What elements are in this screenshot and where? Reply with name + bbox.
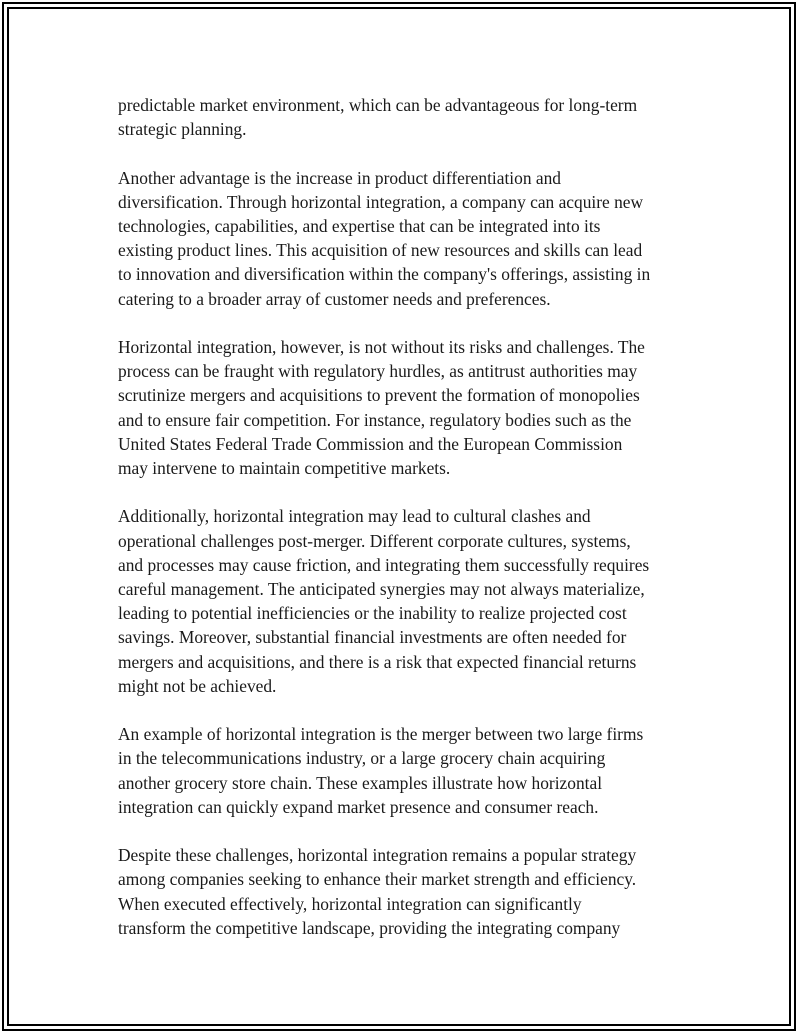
text-line: process can be fraught with regulatory hurdles, as antitrust authorities may (118, 361, 638, 382)
text-line: Additionally, horizontal integration may lead to cultural clashes and (118, 506, 591, 527)
text-line: catering to a broader array of customer needs and preferences. (118, 288, 551, 309)
paragraph-differentiation (118, 166, 698, 311)
text-line: might not be achieved. (118, 675, 277, 696)
text-line: transform the competitive landscape, providing the integrating company (118, 917, 621, 938)
text-line: leading to potential inefficiencies or the inability to realize projected cost (118, 603, 627, 624)
text-line: mergers and acquisitions, and there is a risk that expected financial returns (118, 651, 637, 672)
text-line: Despite these challenges, horizontal integration remains a popular strategy (118, 845, 637, 866)
text-line: When executed effectively, horizontal integration can significantly (118, 893, 582, 914)
text-line: in the telecommunications industry, or a large grocery chain acquiring (118, 748, 606, 769)
paragraph-example (118, 722, 698, 819)
text-line: United States Federal Trade Commission and the European Commission (118, 433, 623, 454)
text-line: and to ensure fair competition. For instance, regulatory bodies such as the (118, 409, 632, 430)
text-line: An example of horizontal integration is the merger between two large firms (118, 724, 644, 745)
text-line: may intervene to maintain competitive markets. (118, 458, 451, 479)
text-line: savings. Moreover, substantial financial investments are often needed for (118, 627, 627, 648)
text-line: strategic planning. (118, 119, 247, 140)
text-line: and processes may cause friction, and integrating them successfully requires (118, 554, 650, 575)
text-line: among companies seeking to enhance their market strength and efficiency. (118, 869, 637, 890)
text-line: operational challenges post-merger. Different corporate cultures, systems, (118, 530, 631, 551)
paragraph-risks (118, 335, 698, 480)
text-line: integration can quickly expand market presence and consumer reach. (118, 796, 599, 817)
text-line: careful management. The anticipated synergies may not always materialize, (118, 579, 645, 600)
text-line: another grocery store chain. These examples illustrate how horizontal (118, 772, 603, 793)
text-line: technologies, capabilities, and expertise that can be integrated into its (118, 216, 601, 236)
text-line: Horizontal integration, however, is not without its risks and challenges. The (118, 337, 645, 357)
text-line: to innovation and diversification within the company's offerings, assisting in (118, 264, 651, 285)
text-line: predictable market environment, which can be advantageous for long-term (118, 95, 638, 115)
paragraph-continuation (118, 93, 698, 141)
text-line: existing product lines. This acquisition of new resources and skills can lead (118, 240, 643, 261)
paragraph-cultural-clashes (118, 504, 698, 698)
text-line: Another advantage is the increase in product differentiation and (118, 167, 561, 188)
paragraph-conclusion (118, 843, 698, 940)
text-line: diversification. Through horizontal integration, a company can acquire new (118, 191, 644, 212)
document-body (118, 93, 698, 964)
text-line: scrutinize mergers and acquisitions to prevent the formation of monopolies (118, 385, 640, 406)
